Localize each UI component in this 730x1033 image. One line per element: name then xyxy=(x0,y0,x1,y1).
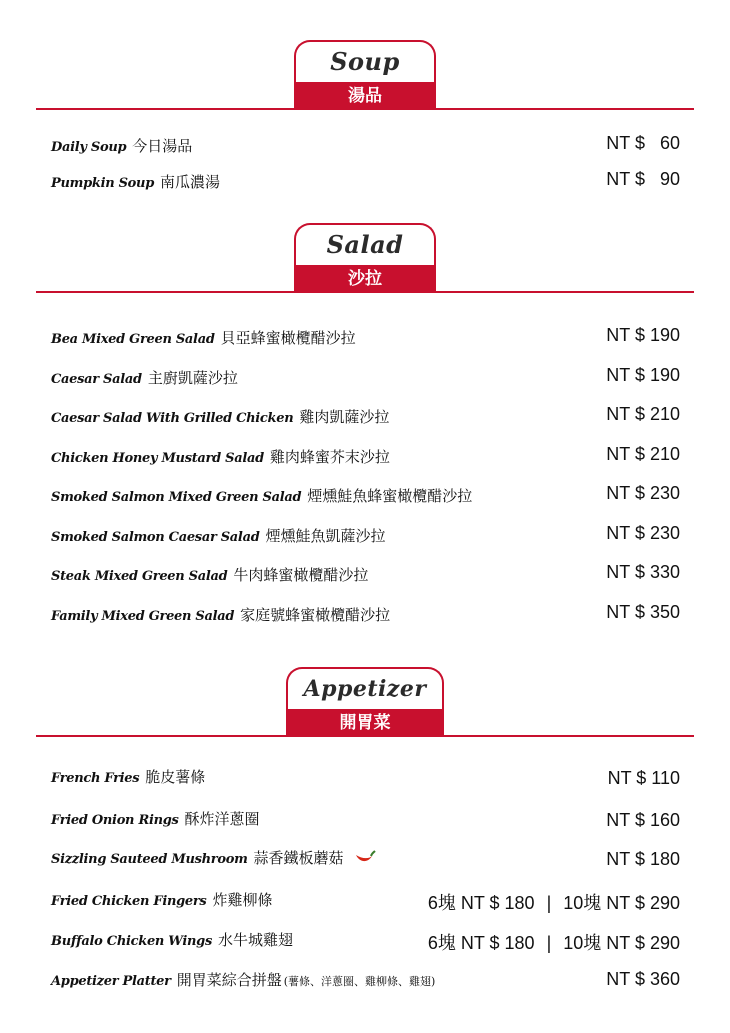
item-price: NT $ 360 xyxy=(606,969,680,989)
item-name-zh: 雞肉凱薩沙拉 xyxy=(299,408,390,426)
appetizer-section-header xyxy=(0,667,730,739)
salad-title-en: Salad xyxy=(326,230,404,259)
appetizer-title-zh: 開胃菜 xyxy=(288,709,442,737)
item-name-en: Steak Mixed Green Salad xyxy=(51,569,228,584)
item-name-en: Fried Onion Rings xyxy=(51,813,179,828)
menu-item xyxy=(51,323,680,351)
soup-title-tab xyxy=(294,40,436,110)
item-name-en: Family Mixed Green Salad xyxy=(51,609,235,624)
item-name-zh: 雞肉蜂蜜芥末沙拉 xyxy=(269,448,390,466)
item-name-zh: 煙燻鮭魚凱薩沙拉 xyxy=(265,527,386,545)
appetizer-title-tab xyxy=(286,667,444,737)
soup-section-header xyxy=(0,40,730,112)
item-name-en: Appetizer Platter xyxy=(51,974,171,989)
menu-item xyxy=(51,402,680,430)
item-name-en: Pumpkin Soup xyxy=(51,176,154,191)
menu-item xyxy=(51,363,680,391)
item-name-en: Smoked Salmon Caesar Salad xyxy=(51,530,260,545)
menu-item xyxy=(51,804,680,832)
soup-title-zh: 湯品 xyxy=(296,82,434,110)
salad-title-tab xyxy=(294,223,436,293)
item-note: (薯條、洋蔥圈、雞柳條、雞翅) xyxy=(283,975,436,988)
item-name-en: Caesar Salad With Grilled Chicken xyxy=(51,411,294,426)
item-price: NT $ 110 xyxy=(607,768,680,788)
item-price: NT $ 210 xyxy=(606,404,680,424)
item-name-en: Buffalo Chicken Wings xyxy=(51,934,212,949)
item-name-zh: 煙燻鮭魚蜂蜜橄欖醋沙拉 xyxy=(307,487,473,505)
item-name-en: Chicken Honey Mustard Salad xyxy=(51,451,264,466)
menu-item xyxy=(51,521,680,549)
menu-item xyxy=(51,442,680,470)
item-name-zh: 今日湯品 xyxy=(132,137,193,155)
item-name-en: Daily Soup xyxy=(51,140,127,155)
item-name-zh: 貝亞蜂蜜橄欖醋沙拉 xyxy=(220,329,356,347)
item-name-zh: 主廚凱薩沙拉 xyxy=(147,369,238,387)
item-price: NT $ 230 xyxy=(606,523,680,543)
item-name-en: Sizzling Sauteed Mushroom xyxy=(51,852,248,867)
item-name-en: Fried Chicken Fingers xyxy=(51,894,207,909)
appetizer-divider xyxy=(36,735,694,737)
price-option-10pc: 10塊 NT $ 290 xyxy=(563,933,680,953)
item-name-zh: 脆皮薯條 xyxy=(145,768,206,786)
menu-item xyxy=(51,481,680,509)
item-name-zh: 南瓜濃湯 xyxy=(160,173,221,191)
item-price: NT $ 350 xyxy=(606,602,680,622)
salad-section-header xyxy=(0,223,730,295)
menu-item xyxy=(51,560,680,588)
price-separator: | xyxy=(546,933,552,953)
item-name-zh: 家庭號蜂蜜橄欖醋沙拉 xyxy=(240,606,391,624)
item-price: NT $ 160 xyxy=(606,810,680,830)
appetizer-title-en: Appetizer xyxy=(303,676,427,702)
item-name-en: Smoked Salmon Mixed Green Salad xyxy=(51,490,302,505)
item-price-options xyxy=(428,889,680,915)
item-name-en: Bea Mixed Green Salad xyxy=(51,332,215,347)
price-option-6pc: 6塊 NT $ 180 xyxy=(427,933,535,953)
soup-title-en: Soup xyxy=(330,47,400,76)
menu-item xyxy=(51,600,680,628)
item-price: NT $ 190 xyxy=(606,325,680,345)
item-name-zh: 炸雞柳條 xyxy=(212,891,273,909)
menu-item xyxy=(51,167,680,195)
menu-item xyxy=(51,885,680,913)
soup-divider xyxy=(36,108,694,110)
item-price: NT $ 230 xyxy=(606,483,680,503)
price-option-10pc: 10塊 NT $ 290 xyxy=(563,893,680,913)
item-name-zh: 開胃菜綜合拼盤 xyxy=(176,971,282,989)
price-option-6pc: 6塊 NT $ 180 xyxy=(427,893,535,913)
item-name-en: French Fries xyxy=(51,771,140,786)
item-name-zh: 蒜香鐵板蘑菇 xyxy=(253,849,344,867)
salad-title-zh: 沙拉 xyxy=(296,265,434,293)
menu-item xyxy=(51,762,680,790)
menu-item xyxy=(51,925,680,953)
menu-item xyxy=(51,843,680,871)
item-price: NT $ 180 xyxy=(606,849,680,869)
chili-pepper-icon xyxy=(354,849,376,869)
price-separator: | xyxy=(546,893,552,913)
menu-item xyxy=(51,131,680,159)
item-price: NT $ 190 xyxy=(606,365,680,385)
item-price-options xyxy=(428,929,680,955)
item-price: NT $ 90 xyxy=(606,169,680,189)
item-price: NT $ 210 xyxy=(606,444,680,464)
salad-divider xyxy=(36,291,694,293)
item-name-en: Caesar Salad xyxy=(51,372,142,387)
item-name-zh: 酥炸洋蔥圈 xyxy=(184,810,260,828)
item-price: NT $ 330 xyxy=(606,562,680,582)
item-price: NT $ 60 xyxy=(606,133,680,153)
menu-item xyxy=(51,965,680,993)
item-name-zh: 水牛城雞翅 xyxy=(217,931,293,949)
item-name-zh: 牛肉蜂蜜橄欖醋沙拉 xyxy=(233,566,369,584)
